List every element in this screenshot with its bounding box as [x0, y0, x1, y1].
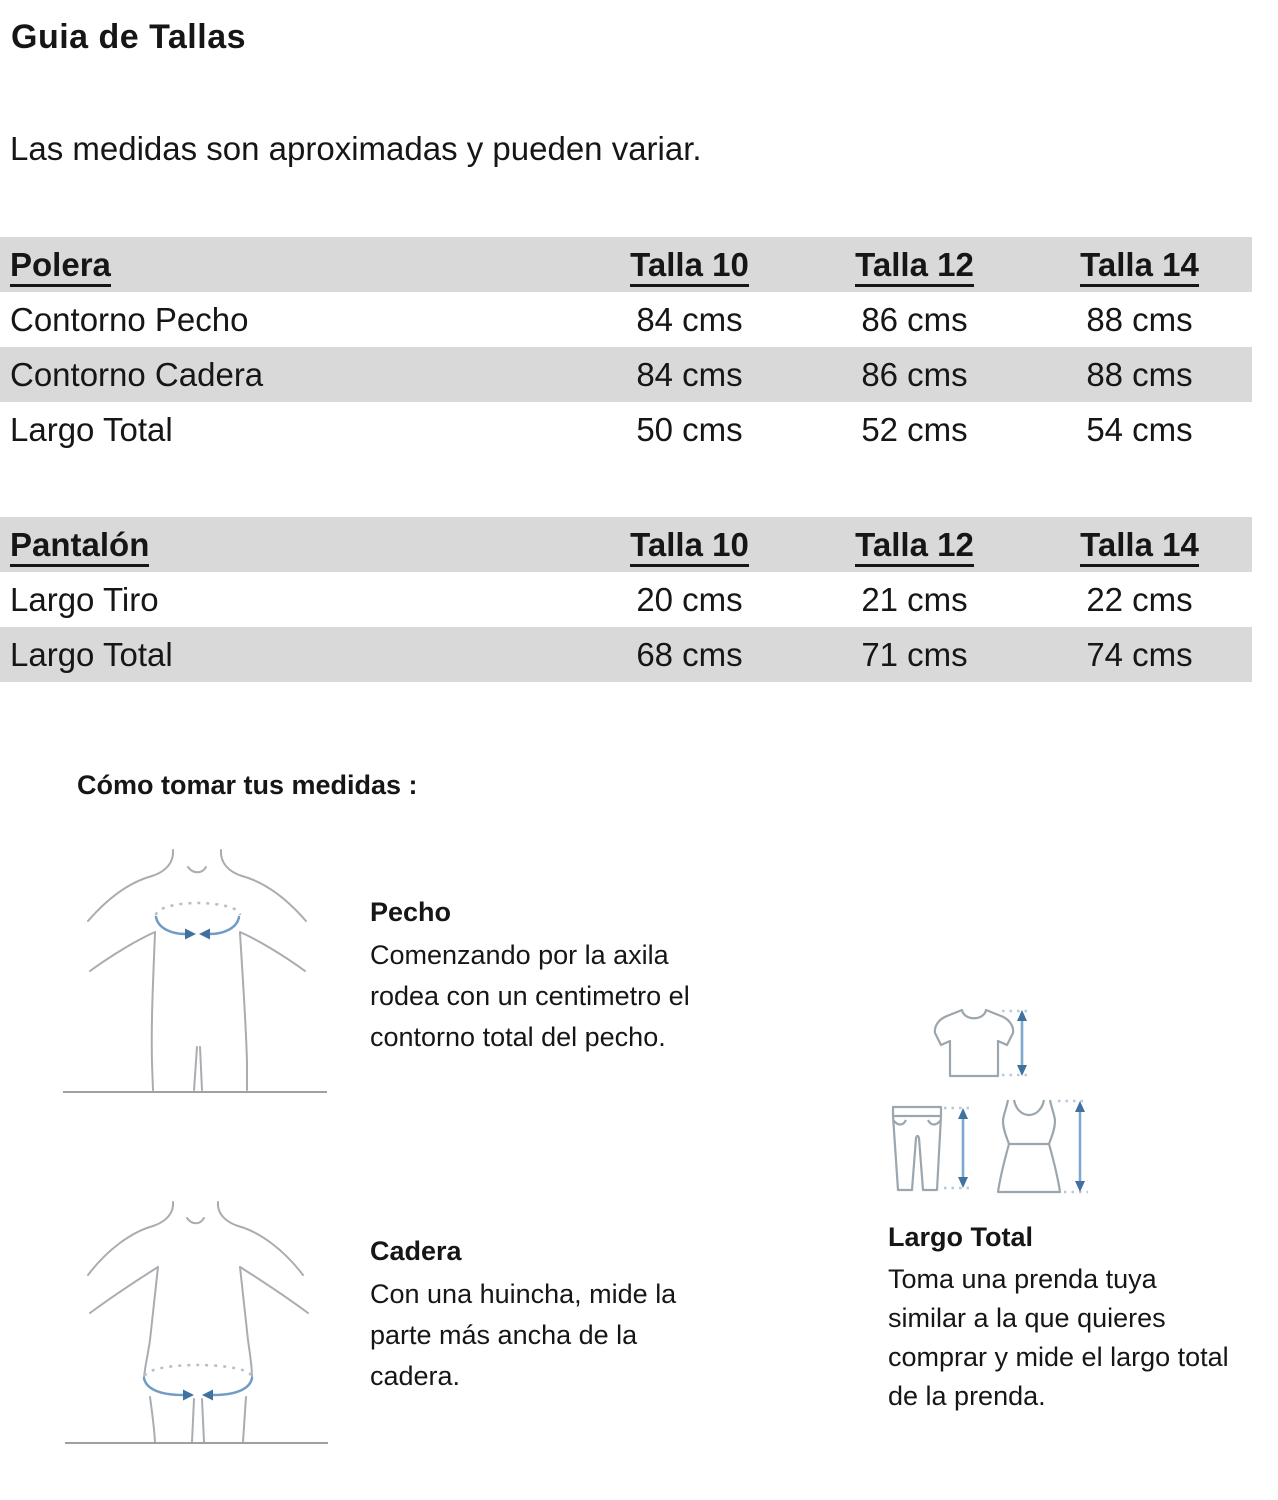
- row-label: Contorno Cadera: [10, 355, 264, 393]
- pecho-title: Pecho: [370, 897, 452, 927]
- largo-total-section: [888, 1222, 1229, 1416]
- table-title-cell: Pantalón: [0, 517, 577, 572]
- pecho-line: contorno total del pecho.: [370, 1022, 666, 1052]
- column-header: Talla 12: [802, 517, 1027, 572]
- how-to-measure-heading: Cómo tomar tus medidas :: [77, 770, 418, 800]
- body-outline-icon: [88, 850, 306, 1090]
- pants-outline: [893, 1107, 941, 1190]
- page-subtitle: Las medidas son aproximadas y pueden variar.: [10, 130, 702, 167]
- pants-length-icon: [884, 1100, 979, 1195]
- body-back-hip-measure-figure: [55, 1180, 355, 1445]
- cadera-line: Con una huincha, mide la: [370, 1279, 677, 1309]
- column-header: Talla 10: [577, 517, 802, 572]
- column-header: Talla 14: [1027, 517, 1252, 572]
- size-cell: 84 cms: [636, 300, 743, 338]
- dress-length-icon: [994, 1094, 1094, 1198]
- row-label: Largo Total: [10, 410, 173, 448]
- size-cell: 68 cms: [636, 635, 743, 673]
- size-cell: 84 cms: [636, 355, 743, 393]
- size-cell: 54 cms: [1086, 410, 1193, 448]
- table-row: [0, 402, 1252, 457]
- column-header: Talla 14: [1027, 237, 1252, 292]
- size-cell: 21 cms: [861, 580, 968, 618]
- cadera-line: cadera.: [370, 1361, 461, 1391]
- table-title-cell: Polera: [0, 237, 577, 292]
- size-cell: 20 cms: [636, 580, 743, 618]
- size-cell: 86 cms: [861, 355, 968, 393]
- table-row: [0, 347, 1252, 402]
- column-header: Talla 10: [577, 237, 802, 292]
- table-header-row: [0, 237, 1252, 292]
- cadera-title: Cadera: [370, 1236, 462, 1266]
- size-cell: 88 cms: [1086, 355, 1193, 393]
- size-cell: 52 cms: [861, 410, 968, 448]
- largo-total-line: de la prenda.: [888, 1381, 1046, 1411]
- table-header-row: [0, 517, 1252, 572]
- body-front-chest-measure-figure: [55, 843, 355, 1093]
- size-cell: 88 cms: [1086, 300, 1193, 338]
- cadera-section: [370, 1236, 676, 1397]
- table-row: [0, 292, 1252, 347]
- page-title: Guia de Tallas: [11, 18, 247, 56]
- pecho-line: rodea con un centimetro el: [370, 981, 690, 1011]
- size-cell: 50 cms: [636, 410, 743, 448]
- column-header: Talla 12: [802, 237, 1027, 292]
- row-label: Contorno Pecho: [10, 300, 249, 338]
- largo-total-title: Largo Total: [888, 1222, 1033, 1252]
- dress-outline: [998, 1100, 1060, 1192]
- tshirt-length-icon: [928, 1002, 1043, 1087]
- tshirt-outline: [935, 1010, 1013, 1076]
- table-row: [0, 572, 1252, 627]
- row-label: Largo Total: [10, 635, 173, 673]
- polera-size-table: [0, 237, 1252, 457]
- table-row: [0, 627, 1252, 682]
- size-cell: 22 cms: [1086, 580, 1193, 618]
- pantalon-size-table: [0, 517, 1252, 682]
- size-cell: 74 cms: [1086, 635, 1193, 673]
- pecho-line: Comenzando por la axila: [370, 940, 669, 970]
- size-cell: 86 cms: [861, 300, 968, 338]
- length-arrow-icon: [1058, 1101, 1088, 1192]
- hip-measuring-tape-icon: [144, 1365, 252, 1401]
- pecho-section: [370, 897, 690, 1058]
- body-outline-icon: [88, 1202, 308, 1442]
- cadera-line: parte más ancha de la: [370, 1320, 638, 1350]
- largo-total-line: Toma una prenda tuya: [888, 1264, 1157, 1294]
- size-cell: 71 cms: [861, 635, 968, 673]
- length-arrow-icon: [944, 1108, 972, 1188]
- largo-total-line: comprar y mide el largo total: [888, 1342, 1229, 1372]
- chest-measuring-tape-icon: [156, 903, 240, 939]
- row-label: Largo Tiro: [10, 580, 159, 618]
- largo-total-line: similar a la que quieres: [888, 1303, 1166, 1333]
